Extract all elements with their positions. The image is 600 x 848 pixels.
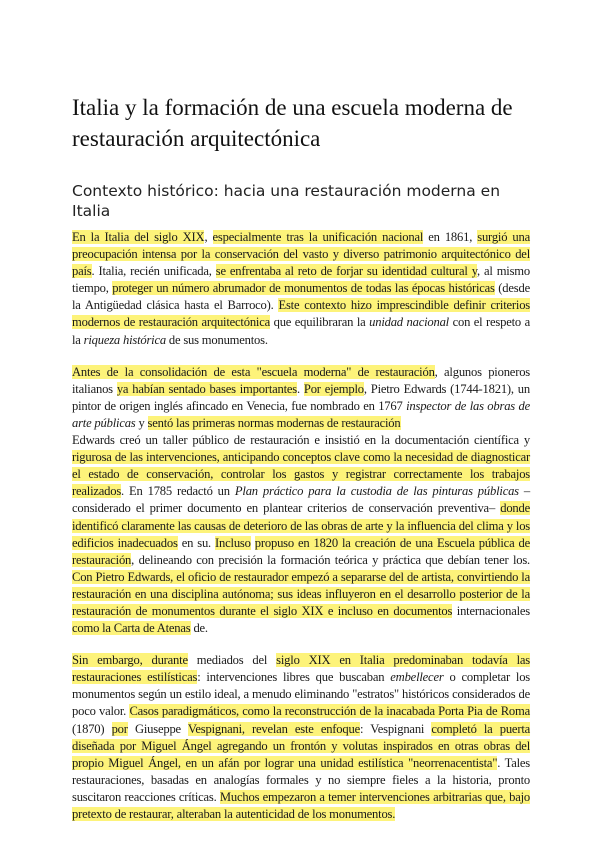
italic-text: embellecer [390, 670, 444, 685]
text-run: . En 1785 redactó un [121, 484, 235, 499]
paragraph-4 [72, 652, 530, 823]
italic-text: Plan práctico para la custodia de las pinturas públicas [234, 484, 519, 499]
text-run: , al mismo tiempo, [72, 264, 531, 296]
highlighted-text: ya habían sentado bases importantes [116, 381, 297, 396]
document-page [72, 92, 530, 823]
text-run: (1870) [72, 721, 112, 736]
text-run: en su. [177, 535, 216, 550]
paragraph-2 [72, 364, 530, 432]
text-run: en 1861, [423, 230, 478, 244]
text-run: (desde la Antigüedad clásica hasta el Barroco). [72, 281, 530, 313]
highlighted-text: donde identificó claramente las causas de deterioro de las obras de arte y la influencia del clima y los edificios inadecuados [72, 501, 530, 550]
italic-text: unidad nacional [369, 315, 449, 330]
text-run: , delineando con precisión la formación teórica y práctica que debían tener los. [131, 552, 530, 567]
highlighted-text: Con Pietro Edwards, el oficio de restaurador empezó a separarse del de artista, convirtiendo la restauración en una disciplina autónoma; sus ideas influyeron en el desarrollo posterior de la restauración de monumentos durante el siglo XIX e incluso en documentos [72, 569, 530, 618]
text-run: o completar los monumentos según un estilo ideal, a menudo eliminando "estratos" históricos considerados de poco valor. [72, 670, 531, 719]
highlighted-text: completó la puerta diseñada por Miguel Ángel agregando un frontón y volutas inspirados en otras obras del propio Miguel Ángel, en un afán por lograr una unidad estilística "neorrenacentista" [72, 721, 531, 770]
highlighted-text: Incluso [215, 535, 251, 550]
text-run: : Vespignani [359, 721, 432, 736]
text-run: , [204, 230, 213, 244]
highlighted-text: Por ejemplo [303, 381, 364, 396]
highlighted-text: propuso en 1820 la creación de una Escuela pública de restauración [72, 535, 530, 567]
section-heading: Contexto histórico: hacia una restauración moderna en Italia [72, 182, 501, 220]
italic-text: riqueza histórica [83, 332, 166, 347]
paragraph-3 [72, 432, 530, 637]
text-run: Giuseppe [127, 721, 188, 736]
highlighted-text: surgió una preocupación intensa por la conservación del vasto y diverso patrimonio arquitectónico del país [72, 230, 530, 279]
text-run: internacionales [452, 603, 530, 618]
highlighted-text: sentó las primeras normas modernas de restauración [147, 415, 401, 430]
highlighted-text: Muchos empezaron a temer intervenciones arbitrarias que, bajo pretexto de restaurar, alteraban la autenticidad de los monumentos. [72, 789, 530, 821]
text-run: de. [190, 621, 208, 636]
paragraph-1 [72, 229, 530, 349]
highlighted-text: rigurosa de las intervenciones, anticipando conceptos clave como la necesidad de diagnosticar el estado de conservación, controlar los gastos y registrar correctamente los trabajos realizados [72, 450, 530, 499]
highlighted-text: por [111, 721, 128, 736]
highlighted-text: se enfrentaba al reto de forjar su identidad cultural y [215, 264, 478, 279]
highlighted-text: Sin embargo, durante [72, 653, 188, 668]
text-run: : intervenciones libres que buscaban [197, 670, 391, 685]
text-run: que equilibraran la [270, 315, 370, 330]
document-title: Italia y la formación de una escuela moderna de restauración arquitectónica [72, 95, 513, 151]
text-run: de sus monumentos. [165, 332, 268, 347]
text-run: . [297, 381, 304, 396]
text-run: . Italia, recién unificada, [91, 264, 216, 279]
highlighted-text: Casos paradigmáticos, como la reconstrucción de la inacabada Porta Pia de Roma [129, 704, 530, 719]
text-run: . Tales restauraciones, basadas en analogías formales y no siempre fieles a la historia, pronto suscitaron reacciones críticas. [72, 755, 531, 804]
text-run: –considerado el primer documento en plantear criterios de conservación preventiva– [72, 484, 531, 516]
highlighted-text: siglo XIX en Italia predominaban todavía las restauraciones estilísticas [72, 653, 531, 685]
highlighted-text: Este contexto hizo imprescindible definir criterios modernos de restauración arquitectónica [72, 298, 530, 330]
text-run: con el respeto a la [72, 315, 530, 347]
highlighted-text: proteger un número abrumador de monumentos de todas las épocas históricas [112, 281, 495, 296]
highlighted-text: Vespignani, revelan este enfoque [187, 721, 360, 736]
italic-text: inspector de las obras de arte públicas [72, 398, 530, 430]
text-run: y [135, 415, 148, 430]
highlighted-text: Antes de la consolidación de esta "escuela moderna" de restauración [72, 364, 435, 379]
text-run: mediados del [187, 653, 277, 668]
highlighted-text: como la Carta de Atenas [72, 621, 191, 636]
highlighted-text: En la Italia del siglo XIX [72, 230, 205, 244]
text-run: , Pietro Edwards (1744-1821), un pintor de origen inglés afincado en Venecia, fue nombrado en 1767 [72, 381, 531, 413]
highlighted-text: especialmente tras la unificación nacional [212, 230, 424, 244]
text-run: , algunos pioneros italianos [72, 364, 530, 396]
text-run: Edwards creó un taller público de restauración e insistió en la documentación científica y [72, 433, 530, 448]
